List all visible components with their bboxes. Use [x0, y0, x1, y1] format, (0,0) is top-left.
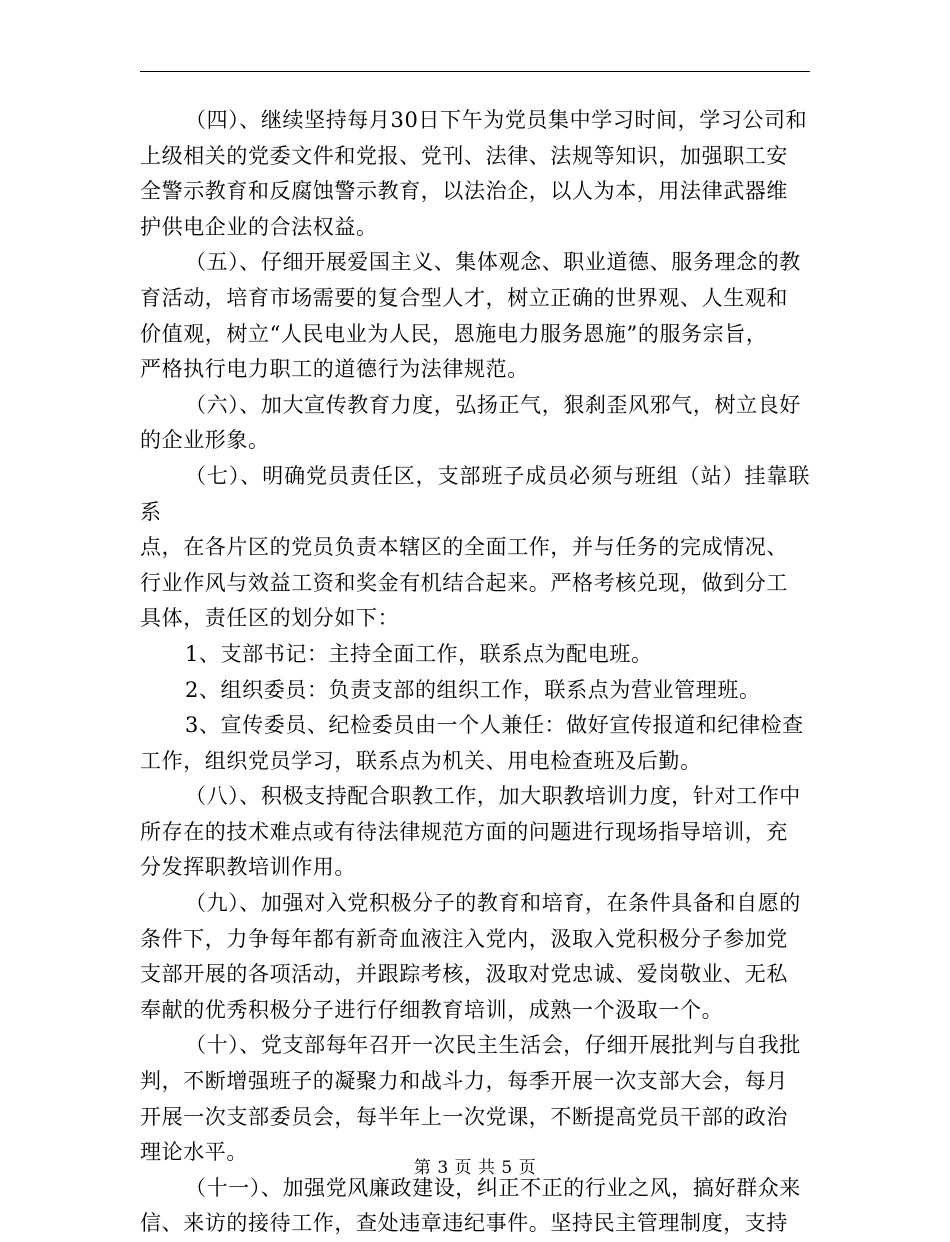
paragraph-5: （五）、仔细开展爱国主义、集体观念、职业道德、服务理念的教 育活动，培育市场需要的复合型人才，树立正确的世界观、人生观和 价值观，树立“人民电业为人民，恩施电力服务恩施”的服务宗旨， 严格执行电力职工的道德行为法律规范。: [140, 250, 801, 382]
paragraph-11: （十一）、加强党风廉政建设，纠正不正的行业之风，搞好群众来 信、来访的接待工作，查处违章违纪事件。坚持民主管理制度，支持: [140, 1175, 801, 1236]
page-number: 第 3 页 共 5 页: [413, 1158, 537, 1178]
paragraph-4: （四）、继续坚持每月30日下午为党员集中学习时间，学习公司和 上级相关的党委文件和党报、党刊、法律、法规等知识，加强职工安 全警示教育和反腐蚀警示教育，以法治企，以人为本，用法律武器维 护供电企业的合法权益。: [140, 108, 808, 239]
paragraph-6: （六）、加大宣传教育力度，弘扬正气，狠刹歪风邪气，树立良好 的企业形象。: [140, 392, 801, 453]
paragraph-7: （七）、明确党员责任区，支部班子成员必须与班组（站）挂靠联系 点，在各片区的党员负责本辖区的全面工作，并与任务的完成情况、 行业作风与效益工资和奖金有机结合起来。严格考核兑现，做到分工 具体，责任区的划分如下：: [140, 463, 810, 631]
list-item-1: 1、支部书记：主持全面工作，联系点为配电班。: [185, 641, 653, 666]
header-rule: [140, 71, 810, 72]
page-body: [140, 103, 810, 1242]
paragraph-8: （八）、积极支持配合职教工作，加大职教培训力度，针对工作中 所存在的技术难点或有待法律规范方面的问题进行现场指导培训，充 分发挥职教培训作用。: [140, 784, 801, 880]
paragraph-9: （九）、加强对入党积极分子的教育和培育，在条件具备和自愿的 条件下，力争每年都有新奇血液注入党内，汲取入党积极分子参加党 支部开展的各项活动，并跟踪考核，汲取对党忠诚、爱岗敬业、无私 奉献的优秀积极分子进行仔细教育培训，成熟一个汲取一个。: [140, 891, 801, 1022]
paragraph-10: （十）、党支部每年召开一次民主生活会，仔细开展批判与自我批 判，不断增强班子的凝聚力和战斗力，每季开展一次支部大会，每月 开展一次支部委员会，每半年上一次党课，不断提高党员干部的政治 理论水平。: [140, 1033, 801, 1165]
list-item-3: 3、宣传委员、纪检委员由一个人兼任：做好宣传报道和纪律检查 工作，组织党员学习，联系点为机关、用电检查班及后勤。: [140, 713, 804, 773]
list-item-2: 2、组织委员：负责支部的组织工作，联系点为营业管理班。: [185, 677, 761, 702]
